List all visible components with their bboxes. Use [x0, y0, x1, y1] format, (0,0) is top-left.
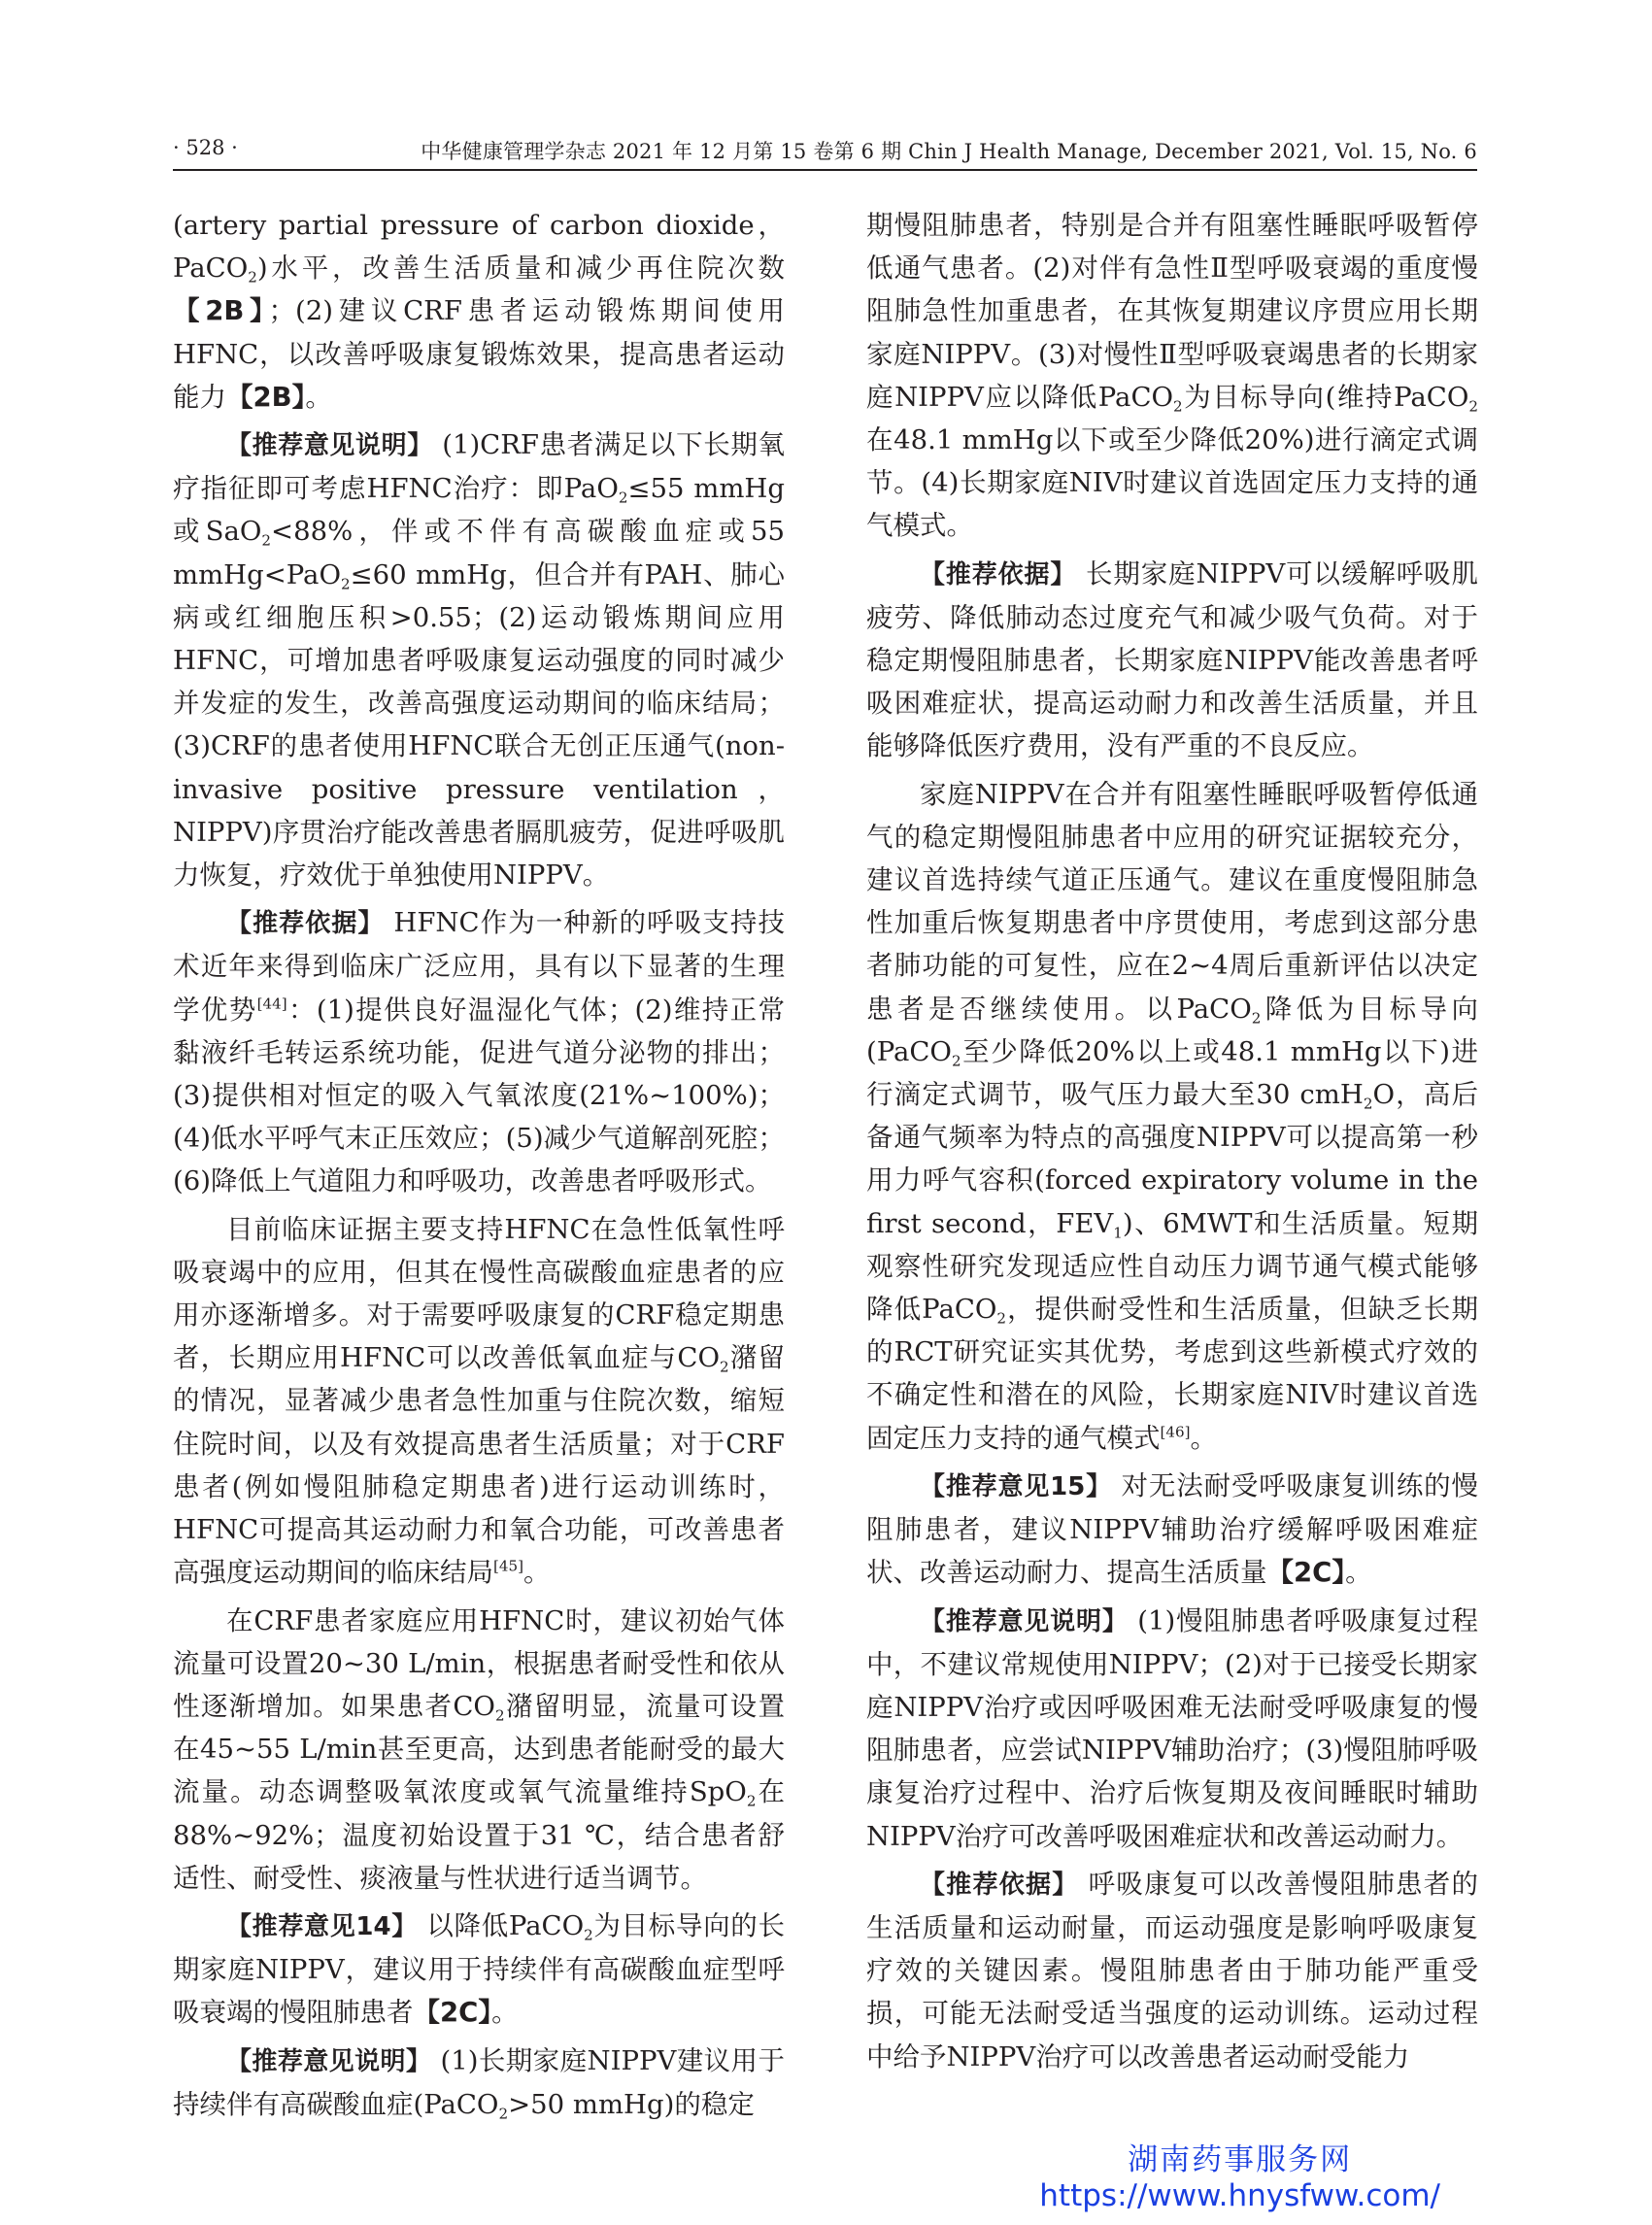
right-column	[866, 204, 1478, 2083]
paragraph: 【推荐意见说明】 (1)慢阻肺患者呼吸康复过程中，不建议常规使用NIPPV；(2)对于已接受长期家庭NIPPV治疗或因呼吸困难无法耐受呼吸康复的慢阻肺患者，应尝试NIPPV辅助治疗；(3)慢阻肺呼吸康复治疗过程中、治疗后恢复期及夜间睡眠时辅助NIPPV治疗可改善呼吸困难症状和改善运动耐力。	[866, 1604, 1478, 1852]
paragraph: 【推荐依据】 长期家庭NIPPV可以缓解呼吸肌疲劳、降低肺动态过度充气和减少吸气负荷。对于稳定期慢阻肺患者，长期家庭NIPPV能改善患者呼吸困难症状，提高运动耐力和改善生活质量，并且能够降低医疗费用，没有严重的不良反应。	[866, 557, 1478, 762]
paragraph: 【推荐意见14】 以降低PaCO$_2$为目标导向的长期家庭NIPPV，建议用于持续伴有高碳酸血症型呼吸衰竭的慢阻肺患者【2C】。	[173, 1909, 785, 2029]
running-header	[173, 130, 1477, 171]
paragraph: 【推荐意见说明】 (1)长期家庭NIPPV建议用于持续伴有高碳酸血症(PaCO$_2$>50 mmHg)的稳定	[173, 2044, 785, 2123]
watermark-url: https://www.hnysfww.com/	[1039, 2178, 1440, 2213]
citation: [46]	[1160, 1423, 1191, 1441]
paragraph: 目前临床证据主要支持HFNC在急性低氧性呼吸衰竭中的应用，但其在慢性高碳酸血症患者的应用亦逐渐增多。对于需要呼吸康复的CRF稳定期患者，长期应用HFNC可以改善低氧血症与$CO_2$潴留的情况，显著减少患者急性加重与住院次数，缩短住院时间，以及有效提高患者生活质量；对于CRF患者(例如慢阻肺稳定期患者)进行运动训练时，HFNC可提高其运动耐力和氧合功能，可改善患者高强度运动期间的临床结局[45]。	[173, 1213, 785, 1589]
section-label: 【推荐依据】	[920, 1870, 1079, 1900]
paragraph: 【推荐依据】 呼吸康复可以改善慢阻肺患者的生活质量和运动耐量，而运动强度是影响呼吸康复疗效的关键因素。慢阻肺患者由于肺功能严重受损，可能无法耐受适当强度的运动训练。运动过程中给予NIPPV治疗可以改善患者运动耐受能力	[866, 1868, 1478, 2073]
journal-citation: 中华健康管理学杂志 2021 年 12 月第 15 卷第 6 期 Chin J Health Manage, December 2021, Vol. 15, No. 6	[421, 140, 1477, 163]
section-label: 【推荐依据】	[920, 559, 1077, 590]
paragraph: 【推荐意见说明】 (1)CRF患者满足以下长期氧疗指征即可考虑HFNC治疗：即PaO$_2$≤55 mmHg或SaO$_2$<88%，伴或不伴有高碳酸血症或55 mmHg<PaO$_2$≤60 mmHg，但合并有PAH、肺心病或红细胞压积>0.55；(2)运动锻炼期间应用HFNC，可增加患者呼吸康复运动强度的同时减少并发症的发生，改善高强度运动期间的临床结局；(3)CRF的患者使用HFNC联合无创正压通气(non-invasive positive pressure ventilation，NIPPV)序贯治疗能改善患者膈肌疲劳，促进呼吸肌力恢复，疗效优于单独使用NIPPV。	[173, 429, 786, 892]
left-column	[173, 204, 785, 2131]
section-label: 【推荐意见14】	[226, 1911, 418, 1941]
paragraph: 家庭NIPPV在合并有阻塞性睡眠呼吸暂停低通气的稳定期慢阻肺患者中应用的研究证据较充分，建议首选持续气道正压通气。建议在重度慢阻肺急性加重后恢复期患者中序贯使用，考虑到这部分患者肺功能的可复性，应在2~4周后重新评估以决定患者是否继续使用。以PaCO$_2$降低为目标导向(PaCO$_2$至少降低20%以上或48.1 mmHg以下)进行滴定式调节，吸气压力最大至30 cmH$_2$O，高后备通气频率为特点的高强度NIPPV可以提高第一秒用力呼气容积(forced expiratory volume in the first second，$FEV_1$)、6MWT和生活质量。短期观察性研究发现适应性自动压力调节通气模式能够降低PaCO$_2$，提供耐受性和生活质量，但缺乏长期的RCT研究证实其优势，考虑到这些新模式疗效的不确定性和潜在的风险，长期家庭NIV时建议首选固定压力支持的通气模式[46]。	[866, 778, 1479, 1454]
section-label: 【推荐意见15】	[920, 1471, 1112, 1501]
paragraph: 【推荐依据】 HFNC作为一种新的呼吸支持技术近年来得到临床广泛应用，具有以下显著的生理学优势[44]：(1)提供良好温湿化气体；(2)维持正常黏液纤毛转运系统功能，促进气道分泌物的排出；(3)提供相对恒定的吸入气氧浓度(21%~100%)；(4)低水平呼气末正压效应；(5)减少气道解剖死腔；(6)降低上气道阻力和呼吸功，改善患者呼吸形式。	[173, 907, 785, 1197]
section-label: 【推荐意见说明】	[226, 2046, 432, 2076]
section-label: 【推荐意见说明】	[920, 1606, 1129, 1636]
paragraph: 【推荐意见15】 对无法耐受呼吸康复训练的慢阻肺患者，建议NIPPV辅助治疗缓解呼吸困难症状、改善运动耐力、提高生活质量【2C】。	[866, 1469, 1478, 1589]
paragraph: 期慢阻肺患者，特别是合并有阻塞性睡眠呼吸暂停低通气患者。(2)对伴有急性Ⅱ型呼吸衰竭的重度慢阻肺急性加重患者，在其恢复期建议序贯应用长期家庭NIPPV。(3)对慢性Ⅱ型呼吸衰竭患者的长期家庭NIPPV应以降低PaCO$_2$为目标导向(维持PaCO$_2$在48.1 mmHg以下或至少降低20%)进行滴定式调节。(4)长期家庭NIV时建议首选固定压力支持的通气模式。	[866, 210, 1478, 542]
citation: [44]	[256, 995, 287, 1013]
paragraph: 在CRF患者家庭应用HFNC时，建议初始气体流量可设置20~30 L/min，根据患者耐受性和依从性逐渐增加。如果患者$CO_2$潴留明显，流量可设置在45~55 L/min甚至更高，达到患者能耐受的最大流量。动态调整吸氧浓度或氧气流量维持SpO$_2$在88%~92%；温度初始设置于31 ℃，结合患者舒适性、耐受性、痰液量与性状进行适当调节。	[173, 1604, 785, 1894]
paragraph: (artery partial pressure of carbon dioxide，PaCO$_2$)水平，改善生活质量和减少再住院次数【2B】；(2)建议CRF患者运动锻炼期间使用HFNC，以改善呼吸康复锻炼效果，提高患者运动能力【2B】。	[173, 210, 785, 413]
watermark-name: 湖南药事服务网	[1128, 2142, 1353, 2177]
section-label: 【推荐意见说明】	[226, 431, 433, 461]
watermark	[1039, 2135, 1440, 2213]
page-number: · 528 ·	[173, 136, 238, 159]
citation: [45]	[493, 1557, 524, 1575]
section-label: 【推荐依据】	[226, 909, 385, 939]
